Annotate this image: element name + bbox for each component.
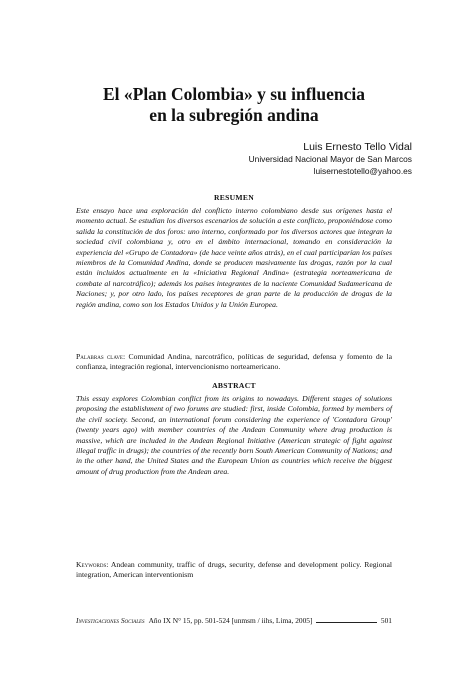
- keywords-text: Andean community, traffic of drugs, security, defense and development policy. Regional integration, American interventionism: [76, 560, 393, 580]
- resumen-heading: RESUMEN: [213, 193, 255, 202]
- page-number: 501: [380, 616, 392, 625]
- palabras-clave-label: Palabras clave:: [76, 352, 126, 361]
- title-line-1: El «Plan Colombia» y su influencia: [102, 84, 366, 104]
- abstract-text: This essay explores Colombian conflict from its origins to nowadays. Different stages of solutions proposing the establishment of two forums are studied: first, inside Colombia, formed by members of the civil society. Second, an international forum considering the experience of 'Contadora Group' (twenty years ago) with member countries of the Andean Community where drug production is massive, which are included in the Andean Regional Initiative (American strategic of fight against illegal traffic in drugs); the countries of the recently born South American Community of Nations; and in the other hand, the United States and the European Union as countries which receive the biggest amount of drug production from the Andean area.: [76, 394, 392, 476]
- journal-citation: Año IX N° 15, pp. 501-524 [unmsm / iihs, Lima, 2005]: [148, 616, 313, 625]
- author-name: Luis Ernesto Tello Vidal: [303, 141, 412, 153]
- page-footer: [76, 616, 392, 626]
- title-line-2: en la subregión andina: [149, 105, 319, 125]
- journal-name: Investigaciones Sociales: [76, 616, 145, 625]
- palabras-clave-text: Comunidad Andina, narcotráfico, políticas de seguridad, defensa y fomento de la confianza, integración regional, intervencionismo norteamericano.: [76, 352, 392, 372]
- paper-title: [60, 84, 408, 126]
- footer-rule: [316, 622, 376, 623]
- keywords-paragraph: [76, 560, 392, 581]
- author-affiliation: Universidad Nacional Mayor de San Marcos: [248, 154, 412, 164]
- resumen-text: Este ensayo hace una exploración del conflicto interno colombiano desde sus orígenes hasta el momento actual. Se estudian los diversos escenarios de solución a este conflicto, proponiéndose como salida la constitución de dos foros: uno interno, conformado por los diversos actores que integran la sociedad civil colombiana y, otro en el ámbito internacional, tomando en consideración la experiencia del «Grupo de Contadora» (de hace veinte años atrás), en el cual participarían los países miembros de la Comunidad Andina, donde se producen masivamente las drogas, razón por la cual están incluidos actualmente en la «Iniciativa Regional Andina» (estrategia norteamericana de combate al narcotráfico); además los países integrantes de la naciente Comunidad Sudamericana de Naciones; y, por otro lado, los países receptores de gran parte de la producción de drogas de la región andina, como son los Estados Unidos y la Unión Europea.: [76, 206, 392, 309]
- abstract-heading: ABSTRACT: [212, 381, 256, 390]
- author-block: [249, 140, 412, 177]
- author-email: luisernestotello@yahoo.es: [313, 165, 412, 176]
- palabras-clave-paragraph: [76, 352, 392, 373]
- keywords-label: Keywords:: [76, 560, 109, 569]
